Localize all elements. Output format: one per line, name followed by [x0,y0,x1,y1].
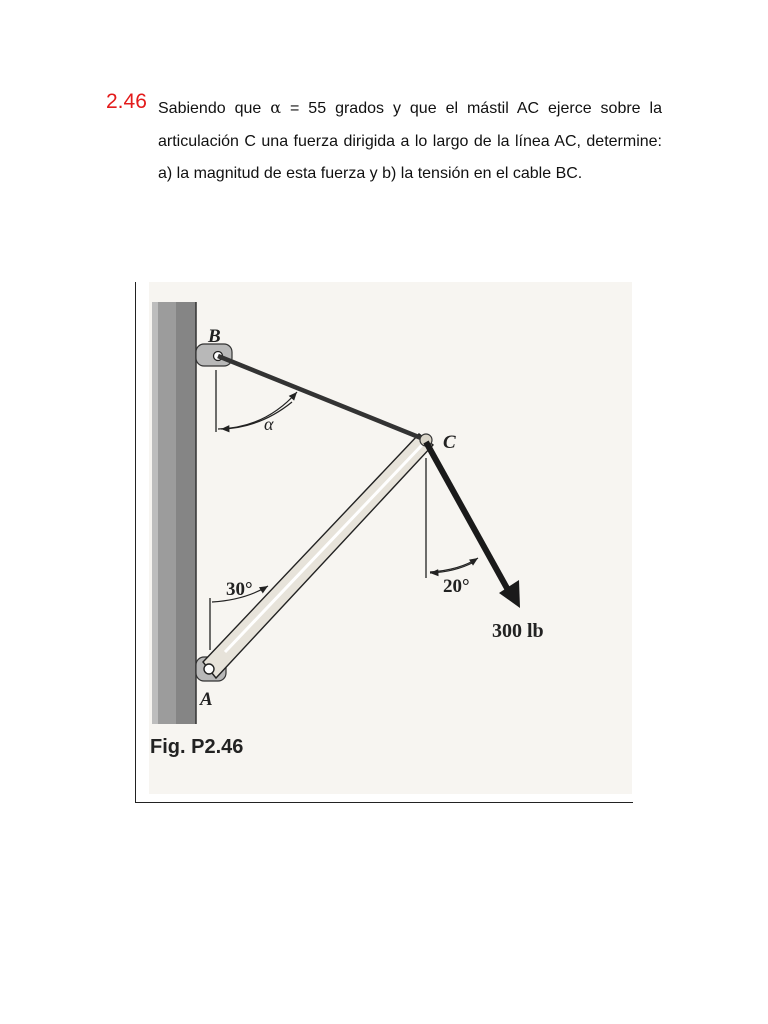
problem-text-after: = 55 grados y que el mástil AC ejerce sobre la articulación C una fuerza dirigida a lo largo de la línea AC, determine: a) la magnitud de esta fuerza y b) la tensión en el cable BC. [158,100,662,182]
cable-bc [218,356,426,440]
label-c: C [443,432,456,453]
label-load: 300 lb [492,620,544,642]
label-angle-20: 20° [443,576,470,597]
boom-ac [203,434,433,678]
alpha-symbol: α [270,98,282,117]
support-b [196,344,232,366]
label-angle-30: 30° [226,579,253,600]
label-alpha: α [264,414,274,434]
label-b: B [208,326,221,347]
label-a: A [200,689,213,710]
wall [152,302,196,724]
alpha-dimension [216,370,297,432]
problem-number: 2.46 [106,90,147,113]
load-arrow [426,442,520,608]
problem-text-before: Sabiendo que [158,100,271,117]
figure-caption: Fig. P2.46 [150,736,244,758]
